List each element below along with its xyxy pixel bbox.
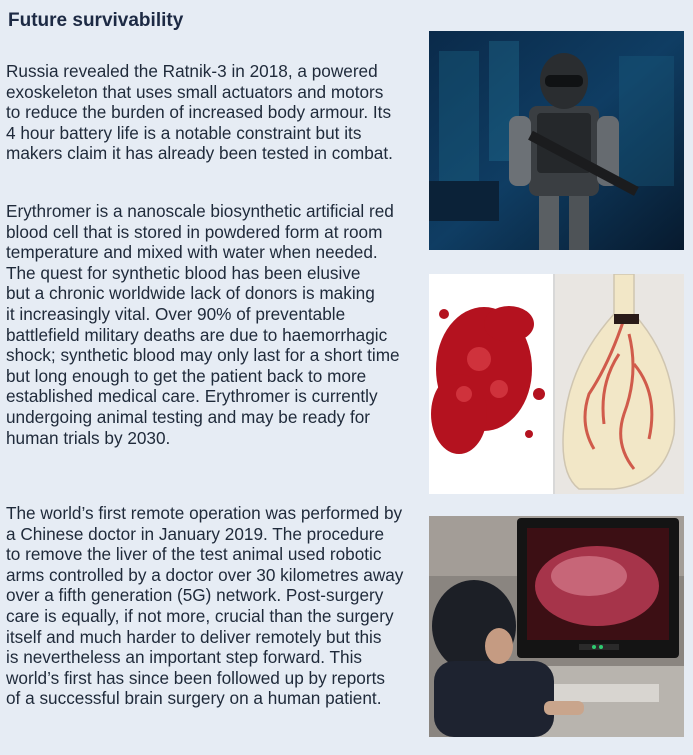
text-line: blood cell that is stored in powdered form at room: [6, 221, 383, 242]
text-line: human trials by 2030.: [6, 427, 171, 448]
text-line: exoskeleton that uses small actuators and motors: [6, 81, 384, 102]
text-line: but long enough to get the patient back to more: [6, 365, 367, 386]
text-line: makers claim it has already been tested in combat.: [6, 143, 393, 164]
text-line: is nevertheless an important step forward. This: [6, 647, 363, 668]
paragraph-synthetic-blood: [6, 201, 424, 448]
paragraph-exoskeleton: [6, 61, 424, 164]
text-line: established medical care. Erythromer is currently: [6, 386, 378, 407]
text-line: itself and much harder to deliver remotely but this: [6, 626, 382, 647]
text-line: to remove the liver of the test animal used robotic: [6, 544, 382, 565]
text-line: temperature and mixed with water when needed.: [6, 242, 378, 263]
text-line: shock; synthetic blood may only last for a short time: [6, 345, 400, 366]
text-line: undergoing animal testing and may be ready for: [6, 406, 371, 427]
text-line: to reduce the burden of increased body armour. Its: [6, 102, 392, 123]
text-line: Erythromer is a nanoscale biosynthetic artificial red: [6, 201, 394, 221]
paragraph-remote-surgery: [6, 503, 424, 709]
remote-surgery-photo: [429, 516, 684, 737]
text-line: world’s first has since been followed up by reports: [6, 667, 385, 688]
text-line: 4 hour battery life is a notable constraint but its: [6, 122, 362, 143]
text-line: Russia revealed the Ratnik-3 in 2018, a powered: [6, 61, 378, 81]
text-line: arms controlled by a doctor over 30 kilometres away: [6, 564, 404, 585]
section-title: Future survivability: [8, 10, 184, 31]
text-line: of a successful brain surgery on a human patient.: [6, 688, 382, 709]
text-line: over a fifth generation (5G) network. Post-surgery: [6, 585, 384, 606]
text-line: a Chinese doctor in January 2019. The procedure: [6, 523, 385, 544]
synthetic-blood-photo: [429, 274, 684, 494]
exoskeleton-soldier-photo: [429, 31, 684, 250]
text-line: but a chronic worldwide lack of donors is making: [6, 283, 375, 304]
text-line: The quest for synthetic blood has been elusive: [6, 262, 361, 283]
text-line: it increasingly vital. Over 90% of preventable: [6, 303, 346, 324]
text-line: battlefield military deaths are due to haemorrhagic: [6, 324, 388, 345]
text-line: The world’s first remote operation was performed by: [6, 503, 403, 523]
text-line: care is equally, if not more, crucial than the surgery: [6, 605, 394, 626]
